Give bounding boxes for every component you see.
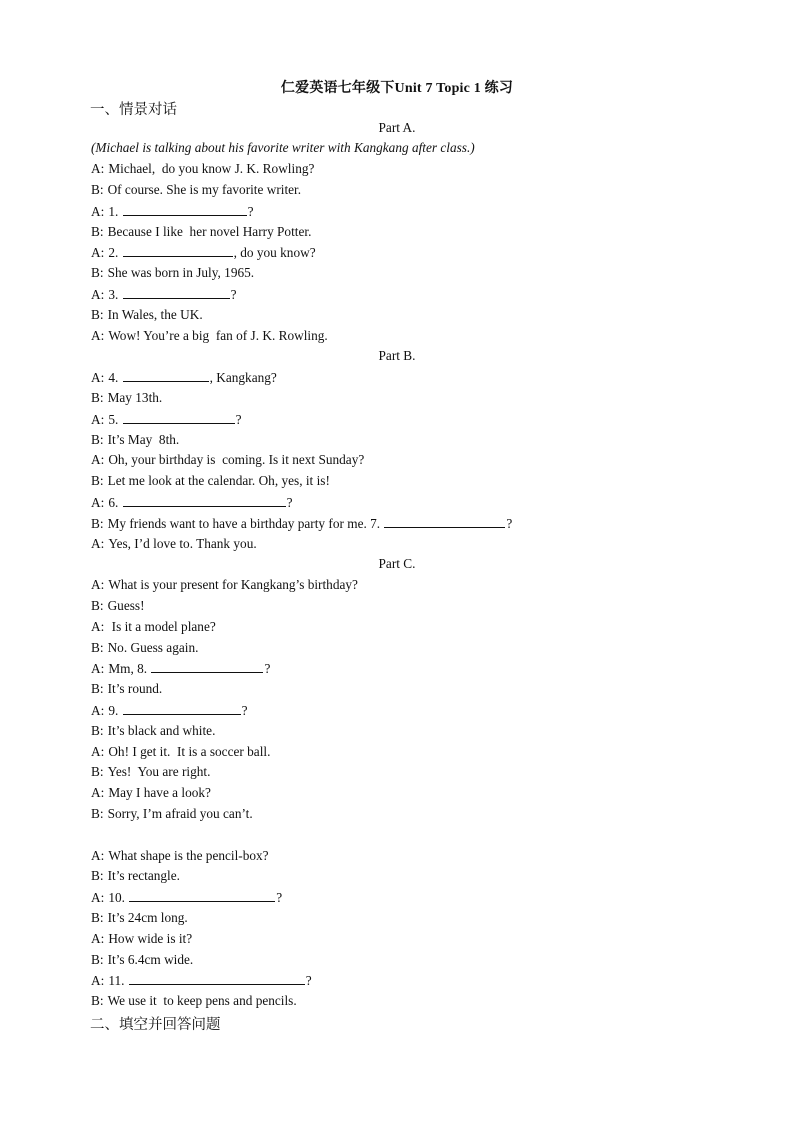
speaker-label: B: bbox=[91, 640, 104, 655]
dialogue-line bbox=[91, 432, 179, 448]
dialogue-line bbox=[91, 952, 193, 968]
dialogue-line bbox=[91, 161, 314, 177]
speaker-label: B: bbox=[91, 598, 104, 613]
speaker-label: B: bbox=[91, 952, 104, 967]
dialogue-line bbox=[91, 785, 211, 801]
line-text: Sorry, I’m afraid you can’t. bbox=[107, 806, 253, 821]
line-text: 11. bbox=[108, 973, 128, 988]
speaker-label: A: bbox=[91, 661, 105, 676]
dialogue-line bbox=[91, 203, 254, 220]
answer-blank[interactable] bbox=[123, 286, 230, 299]
part-heading: Part B. bbox=[378, 348, 416, 363]
dialogue-line bbox=[91, 224, 311, 240]
dialogue-line bbox=[91, 265, 254, 281]
line-text: We use it to keep pens and pencils. bbox=[107, 993, 297, 1008]
line-text: Yes, I’d love to. Thank you. bbox=[108, 536, 257, 551]
line-text: Oh! I get it. It is a soccer ball. bbox=[108, 744, 271, 759]
dialogue-line bbox=[91, 182, 301, 198]
line-text-after-blank: ? bbox=[247, 204, 254, 219]
answer-blank[interactable] bbox=[129, 889, 275, 902]
speaker-label: B: bbox=[91, 390, 104, 405]
answer-blank[interactable] bbox=[123, 702, 241, 715]
line-text: In Wales, the UK. bbox=[107, 307, 203, 322]
speaker-label: A: bbox=[91, 744, 105, 759]
line-text: Because I like her novel Harry Potter. bbox=[107, 224, 312, 239]
dialogue-line bbox=[91, 598, 145, 614]
speaker-label: B: bbox=[91, 182, 104, 197]
speaker-label: B: bbox=[91, 473, 104, 488]
speaker-label: A: bbox=[91, 161, 105, 176]
answer-blank[interactable] bbox=[384, 515, 505, 528]
line-text: 10. bbox=[108, 890, 129, 905]
dialogue-line bbox=[91, 369, 277, 386]
line-text: Mm, 8. bbox=[108, 661, 151, 676]
line-text-after-blank: , do you know? bbox=[233, 245, 316, 260]
line-text: How wide is it? bbox=[108, 931, 193, 946]
section-heading-dialogue: 一、情景对话 bbox=[90, 102, 177, 118]
dialogue-line bbox=[91, 244, 316, 261]
line-text: It’s black and white. bbox=[107, 723, 216, 738]
dialogue-line bbox=[91, 931, 192, 947]
speaker-label: B: bbox=[91, 224, 104, 239]
line-text: It’s 6.4cm wide. bbox=[107, 952, 194, 967]
line-text: May 13th. bbox=[107, 390, 163, 405]
dialogue-line bbox=[91, 660, 270, 677]
line-text-after-blank: , Kangkang? bbox=[209, 370, 277, 385]
line-text: Michael, do you know J. K. Rowling? bbox=[108, 161, 315, 176]
speaker-label: A: bbox=[91, 973, 105, 988]
line-text: 1. bbox=[108, 204, 122, 219]
line-text: May I have a look? bbox=[108, 785, 211, 800]
dialogue-line bbox=[91, 640, 198, 656]
line-text: She was born in July, 1965. bbox=[107, 265, 255, 280]
part-heading: Part C. bbox=[378, 556, 416, 571]
speaker-label: A: bbox=[91, 412, 105, 427]
speaker-label: B: bbox=[91, 806, 104, 821]
speaker-label: A: bbox=[91, 204, 105, 219]
dialogue-line bbox=[91, 764, 210, 780]
speaker-label: B: bbox=[91, 265, 104, 280]
speaker-label: B: bbox=[91, 516, 104, 531]
dialogue-line bbox=[91, 723, 215, 739]
answer-blank[interactable] bbox=[123, 244, 233, 257]
line-text-after-blank: ? bbox=[276, 890, 283, 905]
line-text: 5. bbox=[108, 412, 122, 427]
line-text: 6. bbox=[108, 495, 122, 510]
line-text: Is it a model plane? bbox=[108, 619, 216, 634]
speaker-label: B: bbox=[91, 723, 104, 738]
dialogue-line bbox=[91, 681, 162, 697]
answer-blank[interactable] bbox=[123, 411, 235, 424]
speaker-label: A: bbox=[91, 703, 105, 718]
dialogue-line bbox=[91, 307, 203, 323]
line-text: Of course. She is my favorite writer. bbox=[107, 182, 302, 197]
speaker-label: B: bbox=[91, 681, 104, 696]
dialogue-line bbox=[91, 515, 512, 532]
line-text-after-blank: ? bbox=[235, 412, 242, 427]
speaker-label: A: bbox=[91, 931, 105, 946]
line-text-after-blank: ? bbox=[305, 973, 312, 988]
dialogue-line bbox=[91, 390, 162, 406]
speaker-label: A: bbox=[91, 890, 105, 905]
speaker-label: A: bbox=[91, 370, 105, 385]
speaker-label: A: bbox=[91, 495, 105, 510]
speaker-label: A: bbox=[91, 848, 105, 863]
line-text: Guess! bbox=[107, 598, 145, 613]
speaker-label: A: bbox=[91, 536, 105, 551]
line-text: 9. bbox=[108, 703, 122, 718]
dialogue-line bbox=[91, 848, 269, 864]
speaker-label: B: bbox=[91, 307, 104, 322]
speaker-label: B: bbox=[91, 910, 104, 925]
answer-blank[interactable] bbox=[151, 660, 263, 673]
line-text-after-blank: ? bbox=[286, 495, 293, 510]
dialogue-line bbox=[91, 889, 282, 906]
speaker-label: A: bbox=[91, 619, 105, 634]
answer-blank[interactable] bbox=[123, 203, 247, 216]
line-text: 4. bbox=[108, 370, 122, 385]
line-text: What is your present for Kangkang’s birthday? bbox=[108, 577, 358, 592]
line-text: It’s May 8th. bbox=[107, 432, 180, 447]
dialogue-line bbox=[91, 577, 358, 593]
line-text: It’s round. bbox=[107, 681, 163, 696]
dialogue-line bbox=[91, 910, 188, 926]
dialogue-line bbox=[91, 328, 328, 344]
line-text: 2. bbox=[108, 245, 122, 260]
dialogue-line bbox=[91, 411, 242, 428]
speaker-label: A: bbox=[91, 577, 105, 592]
dialogue-line bbox=[91, 619, 216, 635]
line-text-after-blank: ? bbox=[230, 287, 237, 302]
speaker-label: A: bbox=[91, 452, 105, 467]
line-text: My friends want to have a birthday party for me. 7. bbox=[107, 516, 384, 531]
speaker-label: B: bbox=[91, 993, 104, 1008]
line-text: Oh, your birthday is coming. Is it next Sunday? bbox=[108, 452, 365, 467]
dialogue-line bbox=[91, 702, 248, 719]
dialogue-line bbox=[91, 286, 237, 303]
line-text-after-blank: ? bbox=[506, 516, 513, 531]
dialogue-line bbox=[91, 536, 257, 552]
line-text: It’s rectangle. bbox=[107, 868, 180, 883]
line-text-after-blank: ? bbox=[264, 661, 271, 676]
line-text-after-blank: ? bbox=[241, 703, 248, 718]
speaker-label: A: bbox=[91, 328, 105, 343]
line-text: It’s 24cm long. bbox=[107, 910, 188, 925]
line-text: Yes! You are right. bbox=[107, 764, 211, 779]
speaker-label: B: bbox=[91, 432, 104, 447]
answer-blank[interactable] bbox=[123, 369, 209, 382]
line-text: Let me look at the calendar. Oh, yes, it is! bbox=[107, 473, 330, 488]
answer-blank[interactable] bbox=[123, 494, 286, 507]
speaker-label: A: bbox=[91, 287, 105, 302]
dialogue-line bbox=[91, 494, 293, 511]
part-heading: Part A. bbox=[378, 120, 416, 135]
dialogue-line bbox=[91, 993, 297, 1009]
speaker-label: B: bbox=[91, 868, 104, 883]
line-text: 3. bbox=[108, 287, 122, 302]
line-text: Wow! You’re a big fan of J. K. Rowling. bbox=[108, 328, 328, 343]
speaker-label: A: bbox=[91, 785, 105, 800]
dialogue-line bbox=[91, 452, 364, 468]
line-text: No. Guess again. bbox=[107, 640, 199, 655]
line-text: What shape is the pencil-box? bbox=[108, 848, 269, 863]
worksheet-title: 仁爱英语七年级下Unit 7 Topic 1 练习 bbox=[280, 81, 514, 96]
speaker-label: A: bbox=[91, 245, 105, 260]
dialogue-line bbox=[91, 972, 312, 989]
speaker-label: B: bbox=[91, 764, 104, 779]
dialogue-line bbox=[91, 473, 330, 489]
answer-blank[interactable] bbox=[129, 972, 305, 985]
section-heading-fill-answer: 二、填空并回答问题 bbox=[90, 1017, 221, 1033]
dialogue-line bbox=[91, 744, 270, 760]
dialogue-line bbox=[91, 806, 253, 822]
dialogue-line bbox=[91, 868, 180, 884]
scene-description: (Michael is talking about his favorite writer with Kangkang after class.) bbox=[91, 140, 475, 155]
